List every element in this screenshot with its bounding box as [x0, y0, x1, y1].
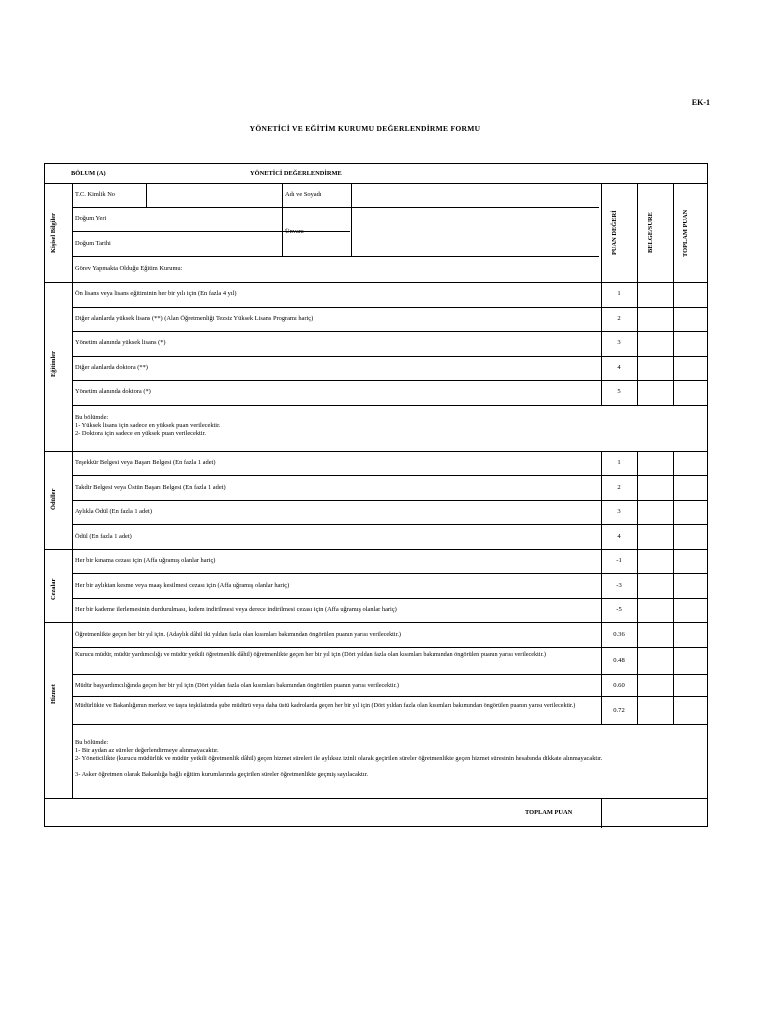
grid-line [72, 475, 707, 476]
grid-line [72, 356, 707, 357]
field-label-tc: T.C. Kimlik No [75, 191, 116, 198]
row-text: Yönetim alanında doktora (*) [75, 388, 151, 395]
row-puan: 0.72 [613, 707, 625, 714]
grid-line [282, 183, 283, 256]
field-label-dogumyeri: Doğum Yeri [75, 215, 107, 222]
row-puan: 3 [617, 508, 621, 515]
evaluation-table [44, 163, 708, 827]
note-line: 1- Yüksek lisans için sadece en yüksek puan verilecektir. [75, 422, 221, 429]
form-title: YÖNETİCİ VE EĞİTİM KURUMU DEĞERLENDİRME FORMU [249, 124, 481, 133]
grid-line [72, 231, 350, 232]
grid-line [45, 451, 707, 452]
grid-line [45, 798, 707, 799]
row-puan: 0.60 [613, 682, 625, 689]
row-puan: -3 [616, 582, 622, 589]
column-header-puan: PUAN DEĞERİ [611, 210, 618, 256]
row-puan: 0.48 [613, 657, 625, 664]
grid-line [72, 207, 599, 208]
grid-line [45, 622, 707, 623]
section-hizmet: Hizmet [50, 684, 57, 704]
field-label-adsoyad: Adı ve Soyadı [285, 191, 322, 198]
note-line: Bu bölümde: [75, 739, 109, 746]
row-puan: 3 [617, 339, 621, 346]
grid-line [673, 183, 674, 405]
row-puan: -5 [616, 606, 622, 613]
grid-line [72, 380, 707, 381]
grid-line [72, 724, 707, 725]
row-text: Diğer alanlarda yüksek lisans (**) (Alan Öğretmenliği Tezsiz Yüksek Lisans Programı hariç) [75, 315, 314, 322]
row-puan: 5 [617, 388, 621, 395]
section-label: BÖLUM (A) [71, 170, 106, 177]
row-puan: -1 [616, 557, 622, 564]
note-line: 3- Asker öğretmen olarak Bakanlığa bağlı eğitim kurumlarında geçirilen süreler öğretmenlikte geçmiş sayılacaktır. [75, 771, 368, 778]
field-label-dogumtarihi: Doğum Tarihi [75, 240, 111, 247]
row-text: Her bir kademe ilerlemesinin durdurulması, kıdem indirilmesi veya derece indirilmesi cezası için (Affa uğramış olanlar hariç) [75, 606, 397, 613]
grid-line [72, 598, 707, 599]
row-text: Her bir kınama cezası için (Affa uğramış olanlar hariç) [75, 557, 216, 564]
grid-line [72, 500, 707, 501]
row-text: Teşekkür Belgesi veya Başarı Belgesi (En fazla 1 adet) [75, 459, 216, 466]
row-text: Her bir aylıktan kesme veya maaş kesilmesi cezası için (Affa uğramış olanlar hariç) [75, 582, 290, 589]
section-kisisel: Kişisel Bilgiler [50, 213, 57, 253]
row-text: Kurucu müdür, müdür yardımcılığı ve müdür yetkili öğretmenlik dâhil) öğretmenlikte geçen her bir yıl için (Dört yıldan fazla olan kısımları bakımından öngörülen puanın yarısı verilecektir.) [75, 651, 546, 658]
grid-line [601, 183, 602, 282]
row-puan: 0.36 [613, 631, 625, 638]
grid-line [351, 183, 352, 256]
row-text: Ön lisans veya lisans eğitiminin her bir yılı için (En fazla 4 yıl) [75, 290, 237, 297]
row-text: Müdür başyardımcılığında geçen her bir yıl için (Dört yıldan fazla olan kısımları bakımından öngörülen puanın yarısı verilecektir.) [75, 682, 399, 689]
section-title: YÖNETİCİ DEĞERLENDİRME [250, 170, 342, 177]
grid-line [637, 183, 638, 405]
row-puan: 4 [617, 533, 621, 540]
grid-line [72, 524, 707, 525]
grid-line [45, 282, 707, 283]
note-line: 1- Bir aydan az süreler değerlendirmeye alınmayacaktır. [75, 747, 219, 754]
note-line: 2- Doktora için sadece en yüksek puan verilecektir. [75, 430, 206, 437]
column-header-toplam: TOPLAM PUAN [682, 209, 689, 257]
grid-line [45, 549, 707, 550]
row-puan: 2 [617, 315, 621, 322]
grid-line [72, 696, 707, 697]
annex-label: EK-1 [691, 98, 710, 107]
column-header-belge: BELGE/SURE [647, 212, 654, 254]
row-text: Öğretmenlikte geçen her bir yıl için. (Adaylık dâhil iki yıldan fazla olan kısımları bakımından öngörülen puanın yarısı verilecektir.) [75, 631, 401, 638]
grid-line [45, 183, 707, 184]
section-oduller: Ödüller [50, 488, 57, 510]
row-puan: 1 [617, 290, 621, 297]
field-label-gorev: Görev Yapmakta Olduğu Eğitim Kurumu: [75, 265, 183, 272]
grid-line [72, 331, 707, 332]
row-puan: 4 [617, 364, 621, 371]
section-cezalar: Cezalar [50, 578, 57, 600]
grid-line [673, 451, 674, 724]
grid-line [72, 183, 73, 798]
row-text: Yönetim alanında yüksek lisans (*) [75, 339, 166, 346]
section-egitimler: Eğitimler [50, 351, 57, 377]
row-puan: 1 [617, 459, 621, 466]
row-text: Takdir Belgesi veya Üstün Başarı Belgesi (En fazla 1 adet) [75, 484, 226, 491]
row-text: Aylıkla Ödül (En fazla 1 adet) [75, 508, 152, 515]
total-label: TOPLAM PUAN [525, 809, 573, 816]
grid-line [72, 307, 707, 308]
grid-line [637, 451, 638, 724]
grid-line [601, 798, 602, 828]
grid-line [72, 573, 707, 574]
row-text: Diğer alanlarda doktora (**) [75, 364, 148, 371]
note-line: Bu bölümde: [75, 414, 109, 421]
grid-line [72, 647, 707, 648]
grid-line [72, 674, 707, 675]
row-text: Müdürlükte ve Bakanlığımın merkez ve taşra teşkilatında şube müdürü veya daha üstü kadrolarda geçen her bir yıl için (Dört yıldan fazla olan kısımları bakımından öngörülen puanın yarısı verilecektir.) [75, 702, 576, 709]
grid-line [146, 183, 147, 207]
row-text: Ödül (En fazla 1 adet) [75, 533, 132, 540]
field-label-unvan: Ünvanı [285, 228, 304, 235]
row-puan: 2 [617, 484, 621, 491]
note-line: 2- Yöneticilikte (kurucu müdürlük ve müdür yetkili öğretmenlik dâhil) geçen hizmet süreleri ile aylıksız izinli olarak geçirilen süreler öğretmenlikte geçen hizmet süresinin hesabında dikkate alınmayacaktır. [75, 755, 603, 762]
grid-line [72, 256, 599, 257]
grid-line [72, 405, 707, 406]
